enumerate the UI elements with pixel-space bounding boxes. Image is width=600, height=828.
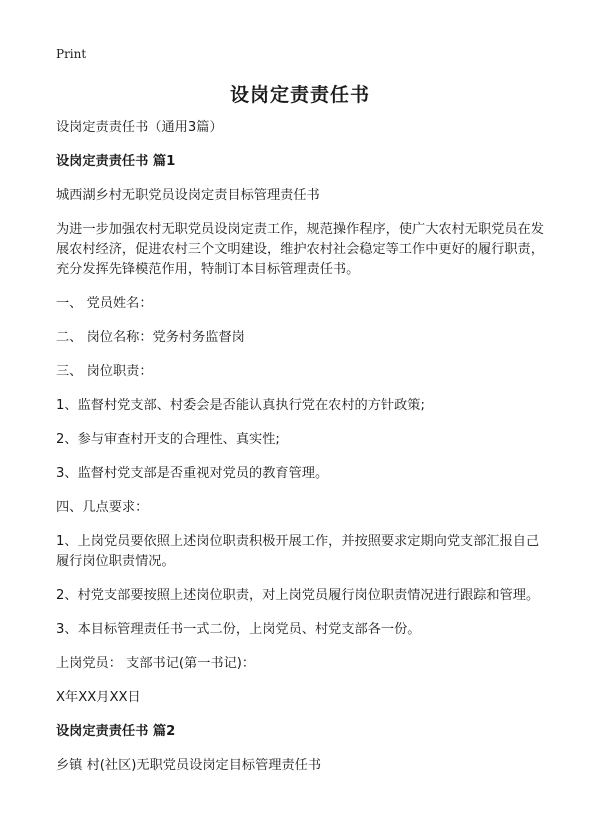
print-label[interactable]: Print (56, 47, 87, 61)
item-2-position-name: 二、 岗位名称：党务村务监督岗 (56, 330, 245, 345)
subtitle: 设岗定责责任书（通用3篇） (56, 120, 223, 135)
section-1-heading: 设岗定责责任书 篇1 (56, 154, 176, 169)
duty-1: 1、监督村党支部、村委会是否能认真执行党在农村的方针政策; (56, 398, 425, 413)
requirement-1: 1、上岗党员要依照上述岗位职责积极开展工作，并按照要求定期向党支部汇报自己履行岗位职责情况。 (56, 534, 540, 569)
date-line: X年XX月XX日 (56, 690, 141, 705)
section-2-heading: 设岗定责责任书 篇2 (56, 724, 176, 739)
intro-paragraph: 为进一步加强农村无职党员设岗定责工作，规范操作程序，使广大农村无职党员在发展农村经济，促进农村三个文明建设，维护农村社会稳定等工作中更好的履行职责，充分发挥先锋模范作用，特制订本目标管理责任书。 (56, 222, 544, 277)
requirement-3: 3、本目标管理责任书一式二份，上岗党员、村党支部各一份。 (56, 622, 421, 637)
duty-2: 2、参与审查村开支的合理性、真实性; (56, 432, 280, 447)
document-body (56, 118, 544, 790)
item-1-member-name: 一、 党员姓名： (56, 296, 153, 311)
duty-3: 3、监督村党支部是否重视对党员的教育管理。 (56, 466, 329, 481)
section-2-doc-name: 乡镇 村(社区)无职党员设岗定目标管理责任书 (56, 758, 322, 773)
document-title: 设岗定责责任书 (229, 84, 370, 106)
requirement-2: 2、村党支部要按照上述岗位职责，对上岗党员履行岗位职责情况进行跟踪和管理。 (56, 588, 540, 603)
signature-line: 上岗党员： 支部书记(第一书记)： (56, 656, 256, 671)
item-4-requirements: 四、几点要求： (56, 500, 149, 515)
section-1-doc-name: 城西湖乡村无职党员设岗定责目标管理责任书 (56, 188, 320, 203)
item-3-duties: 三、 岗位职责： (56, 364, 153, 379)
